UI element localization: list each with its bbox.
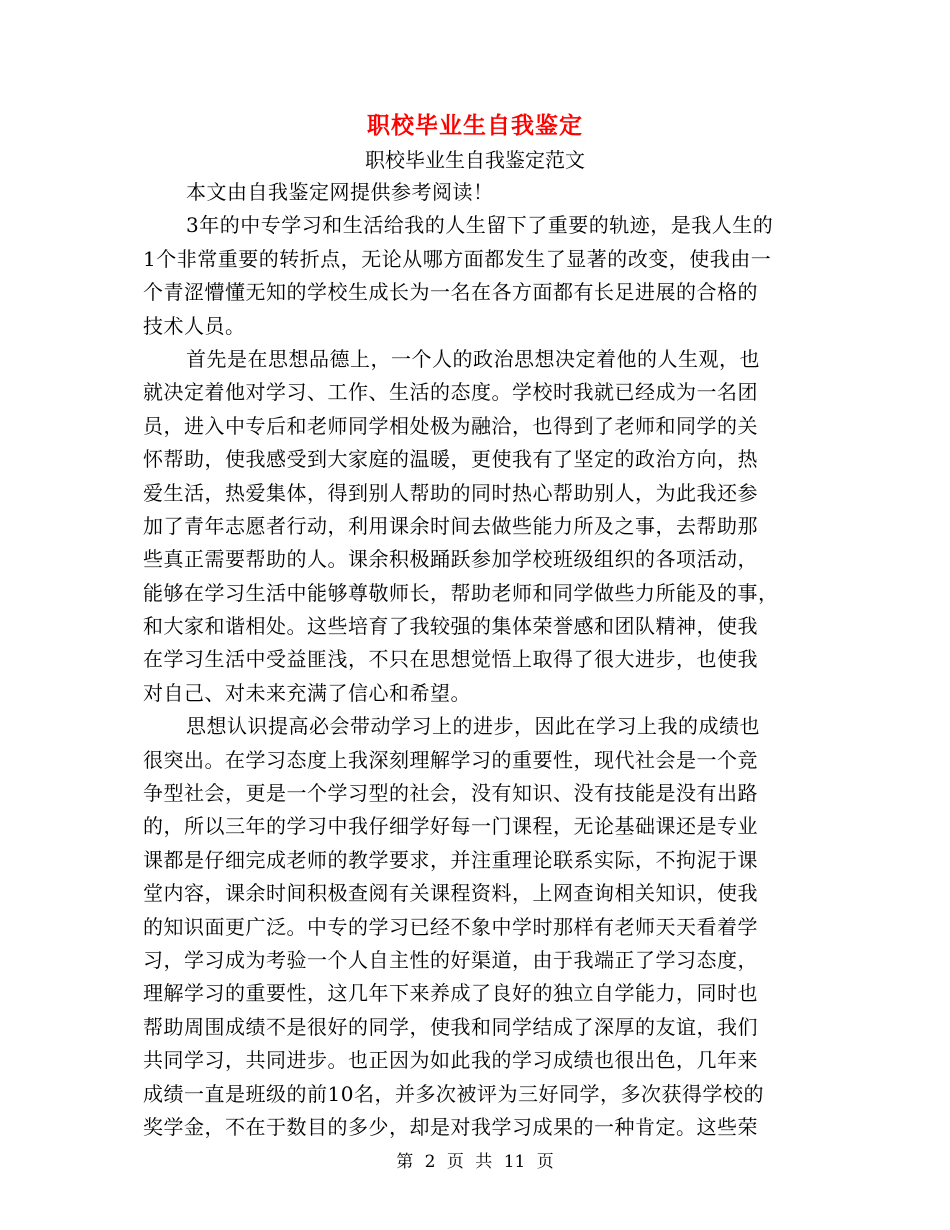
page-number-footer: 第 2 页 共 11 页 <box>396 1152 554 1172</box>
document-body <box>143 176 813 1144</box>
text-line: 的，所以三年的学习中我仔细学好每一门课程，无论基础课还是专业 <box>143 814 758 839</box>
text-line: 技术人员。 <box>143 313 246 338</box>
text-line: 成绩一直是班级的前10名，并多次被评为三好同学，多次获得学校的 <box>143 1081 764 1106</box>
text-line: 员，进入中专后和老师同学相处极为融洽，也得到了老师和同学的关 <box>143 413 758 438</box>
text-line: 些真正需要帮助的人。课余积极踊跃参加学校班级组织的各项活动， <box>143 547 758 572</box>
text-line: 的知识面更广泛。中专的学习已经不象中学时那样有老师天天看着学 <box>143 914 758 939</box>
text-line: 能够在学习生活中能够尊敬师长，帮助老师和同学做些力所能及的事， <box>143 580 779 605</box>
text-line: 理解学习的重要性，这几年下来养成了良好的独立自学能力，同时也 <box>143 981 758 1006</box>
text-line: 很突出。在学习态度上我深刻理解学习的重要性，现代社会是一个竞 <box>143 747 758 772</box>
text-line: 个青涩懵懂无知的学校生成长为一名在各方面都有长足进展的合格的 <box>143 280 758 305</box>
text-line: 爱生活，热爱集体，得到别人帮助的同时热心帮助别人，为此我还参 <box>143 480 758 505</box>
text-line: 堂内容，课余时间积极查阅有关课程资料，上网查询相关知识，使我 <box>143 881 758 906</box>
text-line: 本文由自我鉴定网提供参考阅读！ <box>186 180 494 204</box>
text-line: 共同学习，共同进步。也正因为如此我的学习成绩也很出色，几年来 <box>143 1048 758 1073</box>
text-line: 课都是仔细完成老师的教学要求，并注重理论联系实际，不拘泥于课 <box>143 847 758 872</box>
text-line: 习，学习成为考验一个人自主性的好渠道，由于我端正了学习态度， <box>143 947 758 972</box>
text-line: 就决定着他对学习、工作、生活的态度。学校时我就已经成为一名团 <box>143 380 758 405</box>
document-subtitle: 职校毕业生自我鉴定范文 <box>365 148 585 172</box>
text-line: 加了青年志愿者行动，利用课余时间去做些能力所及之事，去帮助那 <box>143 513 758 538</box>
document-title: 职校毕业生自我鉴定 <box>367 113 583 139</box>
text-line: 帮助周围成绩不是很好的同学，使我和同学结成了深厚的友谊，我们 <box>143 1014 758 1039</box>
text-line: 在学习生活中受益匪浅，不只在思想觉悟上取得了很大进步，也使我 <box>143 647 758 672</box>
text-line: 奖学金，不在于数目的多少，却是对我学习成果的一种肯定。这些荣 <box>143 1114 758 1139</box>
text-line: 3年的中专学习和生活给我的人生留下了重要的轨迹，是我人生的 <box>186 213 774 238</box>
text-line: 争型社会，更是一个学习型的社会，没有知识、没有技能是没有出路 <box>143 781 758 806</box>
text-line: 1个非常重要的转折点，无论从哪方面都发生了显著的改变，使我由一 <box>143 246 772 271</box>
text-line: 首先是在思想品德上，一个人的政治思想决定着他的人生观，也 <box>186 346 760 371</box>
text-line: 怀帮助，使我感受到大家庭的温暖，更使我有了坚定的政治方向，热 <box>143 447 758 472</box>
text-line: 思想认识提高必会带动学习上的进步，因此在学习上我的成绩也 <box>186 714 760 739</box>
text-line: 对自己、对未来充满了信心和希望。 <box>143 680 471 705</box>
text-line: 和大家和谐相处。这些培育了我较强的集体荣誉感和团队精神，使我 <box>143 614 758 639</box>
